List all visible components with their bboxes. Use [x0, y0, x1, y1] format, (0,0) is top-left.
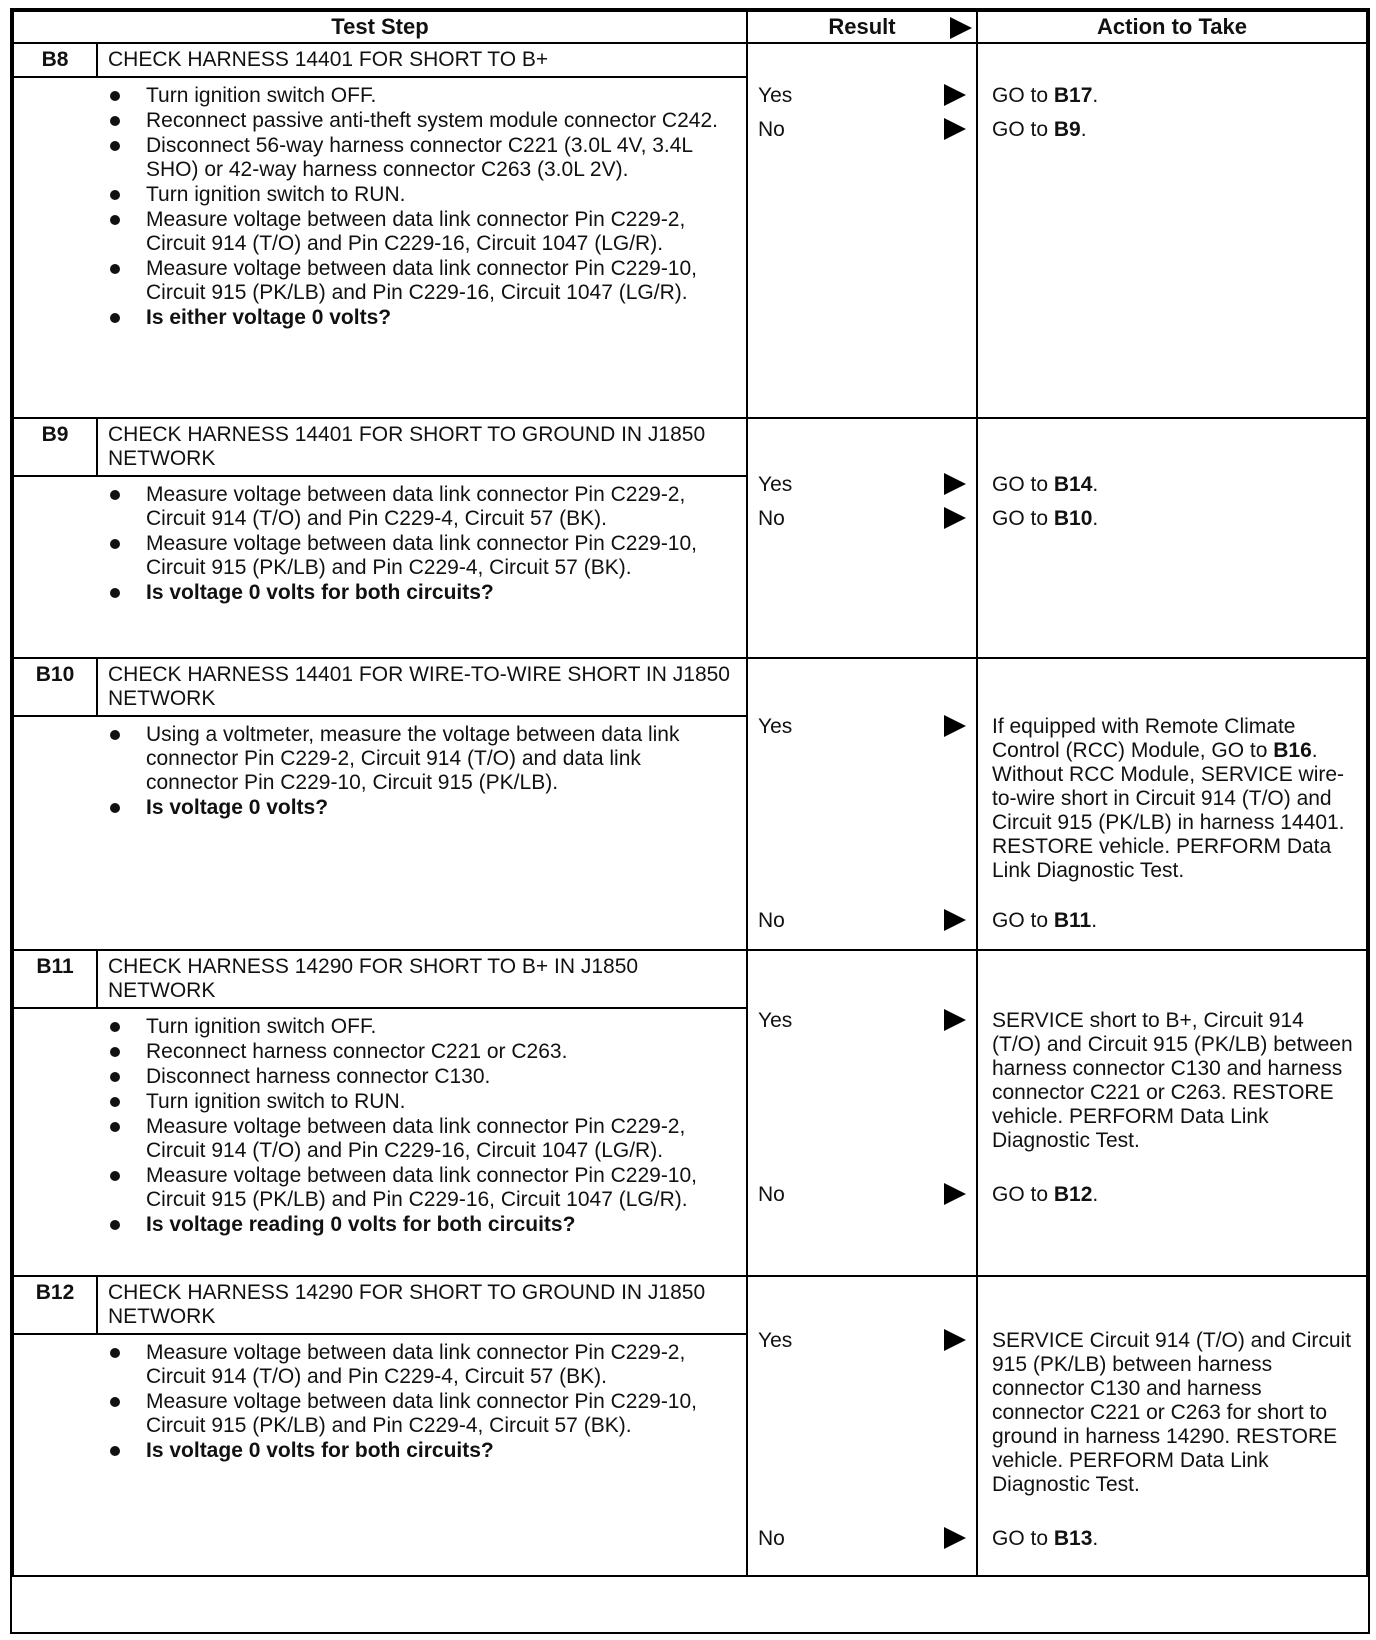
action-step-ref[interactable]: B9: [1053, 118, 1081, 141]
header-action: Action to Take: [977, 11, 1367, 43]
result-yes: [758, 84, 792, 108]
action-text: [992, 473, 1358, 497]
result-cell: [747, 658, 977, 950]
arrow-right-icon: [944, 118, 966, 140]
step-cell: [13, 1276, 747, 1576]
action-prefix: GO to: [992, 118, 1054, 141]
step-title: CHECK HARNESS 14401 FOR SHORT TO GROUND IN J1850 NETWORK: [108, 423, 706, 470]
table-header-row: [13, 11, 1367, 43]
action-cell: [977, 1276, 1367, 1576]
step-cell: [13, 43, 747, 418]
step-bullet: Measure voltage between data link connector Pin C229-10, Circuit 915 (PK/LB) and Pin C229-4, Circuit 57 (BK).: [104, 532, 736, 580]
result-label: No: [758, 1183, 785, 1206]
step-id: B11: [14, 951, 98, 1007]
action-prefix: GO to: [992, 1183, 1054, 1206]
action-suffix: .: [1092, 507, 1099, 530]
step-title: CHECK HARNESS 14290 FOR SHORT TO GROUND IN J1850 NETWORK: [108, 1281, 706, 1328]
arrow-right-icon: [944, 1329, 966, 1351]
result-label: Yes: [758, 84, 793, 107]
result-yes: [758, 715, 792, 739]
table-row: [13, 658, 1367, 950]
result-cell: [747, 1276, 977, 1576]
action-suffix: .: [1092, 84, 1099, 107]
action-text: [992, 507, 1358, 531]
step-question: Is voltage 0 volts for both circuits?: [104, 581, 736, 605]
step-id: B8: [14, 44, 98, 76]
step-bullet: Measure voltage between data link connector Pin C229-10, Circuit 915 (PK/LB) and Pin C229-16, Circuit 1047 (LG/R).: [104, 257, 736, 305]
arrow-right-icon: [944, 1183, 966, 1205]
action-text: [992, 1183, 1358, 1207]
action-prefix: SERVICE Circuit 914 (T/O) and Circuit 915 (PK/LB) between harness connector C130 and harness connector C221 or C263 for short to ground in harness 14290. RESTORE vehicle. PERFORM Data Link Diagnostic Test.: [992, 1329, 1352, 1496]
step-id: B9: [14, 419, 98, 475]
action-prefix: GO to: [992, 473, 1054, 496]
result-no: [758, 909, 785, 933]
step-bullet: Turn ignition switch OFF.: [104, 1015, 736, 1039]
step-bullets: [104, 723, 736, 820]
step-body: [14, 78, 746, 335]
result-no: [758, 1183, 785, 1207]
action-prefix: GO to: [992, 507, 1054, 530]
step-question: Is voltage 0 volts for both circuits?: [104, 1439, 736, 1463]
result-yes: [758, 1009, 792, 1033]
result-yes: [758, 1329, 792, 1353]
arrow-right-icon: [944, 909, 966, 931]
step-bullet: Measure voltage between data link connector Pin C229-10, Circuit 915 (PK/LB) and Pin C229-4, Circuit 57 (BK).: [104, 1390, 736, 1438]
action-step-ref[interactable]: B14: [1053, 473, 1093, 496]
step-header: [14, 1277, 746, 1335]
table-row: [13, 418, 1367, 658]
step-body: [14, 477, 746, 610]
action-text: [992, 715, 1358, 883]
result-no: [758, 507, 785, 531]
action-step-ref[interactable]: B11: [1053, 909, 1092, 932]
result-label: Yes: [758, 473, 793, 496]
step-bullet: Reconnect harness connector C221 or C263.: [104, 1040, 736, 1064]
step-id: B10: [14, 659, 98, 715]
action-step-ref[interactable]: B10: [1053, 507, 1093, 530]
arrow-right-icon: [944, 507, 966, 529]
result-cell: [747, 43, 977, 418]
result-cell: [747, 418, 977, 658]
step-title: CHECK HARNESS 14401 FOR WIRE-TO-WIRE SHORT IN J1850 NETWORK: [108, 663, 730, 710]
action-text: [992, 1009, 1358, 1153]
action-suffix: .: [1080, 118, 1087, 141]
action-prefix: If equipped with Remote Climate Control (RCC) Module, GO to: [992, 715, 1296, 762]
test-step-table: [12, 10, 1368, 1577]
action-text: [992, 118, 1358, 142]
table-row: [13, 43, 1367, 418]
step-id: B12: [14, 1277, 98, 1333]
action-cell: [977, 950, 1367, 1276]
action-suffix: .: [1092, 473, 1099, 496]
table-row: [13, 1276, 1367, 1576]
action-step-ref[interactable]: B13: [1053, 1527, 1093, 1550]
step-bullet: Measure voltage between data link connector Pin C229-2, Circuit 914 (T/O) and Pin C229-16, Circuit 1047 (LG/R).: [104, 208, 736, 256]
step-bullets: [104, 1015, 736, 1237]
action-suffix: . Without RCC Module, SERVICE wire-to-wire short in Circuit 914 (T/O) and Circuit 915 (PK/LB) in harness 14401. RESTORE vehicle. PERFORM Data Link Diagnostic Test.: [992, 739, 1345, 882]
step-bullet: Using a voltmeter, measure the voltage between data link connector Pin C229-2, Circuit 914 (T/O) and data link connector Pin C229-10, Circuit 915 (PK/LB).: [104, 723, 736, 795]
action-suffix: .: [1092, 1183, 1099, 1206]
step-header: [14, 659, 746, 717]
action-prefix: GO to: [992, 909, 1054, 932]
step-bullet: Measure voltage between data link connector Pin C229-2, Circuit 914 (T/O) and Pin C229-16, Circuit 1047 (LG/R).: [104, 1115, 736, 1163]
step-question: Is either voltage 0 volts?: [104, 306, 736, 330]
step-bullet: Disconnect 56-way harness connector C221 (3.0L 4V, 3.4L SHO) or 42-way harness connector C263 (3.0L 2V).: [104, 134, 736, 182]
header-test-step: Test Step: [13, 11, 747, 43]
step-bullet: Reconnect passive anti-theft system module connector C242.: [104, 109, 736, 133]
header-result-label: Result: [828, 14, 896, 39]
result-yes: [758, 473, 792, 497]
action-text: [992, 1329, 1358, 1497]
step-title: CHECK HARNESS 14290 FOR SHORT TO B+ IN J1850 NETWORK: [108, 955, 639, 1002]
action-prefix: GO to: [992, 1527, 1054, 1550]
arrow-right-icon: [944, 715, 966, 737]
action-cell: [977, 418, 1367, 658]
step-body: [14, 1335, 746, 1468]
table-row: [13, 950, 1367, 1276]
step-bullet: Turn ignition switch to RUN.: [104, 183, 736, 207]
step-header: [14, 44, 746, 78]
step-bullet: Turn ignition switch OFF.: [104, 84, 736, 108]
step-bullets: [104, 483, 736, 605]
diagnostic-table-page: [10, 8, 1370, 1634]
action-text: [992, 1527, 1358, 1551]
step-bullets: [104, 84, 736, 330]
action-step-ref[interactable]: B16: [1273, 739, 1312, 762]
result-label: Yes: [758, 1329, 793, 1352]
result-label: Yes: [758, 715, 793, 738]
result-label: No: [758, 507, 785, 530]
step-header: [14, 419, 746, 477]
header-result: [747, 11, 977, 43]
step-bullet: Measure voltage between data link connector Pin C229-2, Circuit 914 (T/O) and Pin C229-4, Circuit 57 (BK).: [104, 483, 736, 531]
table-body: [13, 43, 1367, 1576]
result-cell: [747, 950, 977, 1276]
action-suffix: .: [1091, 909, 1098, 932]
step-cell: [13, 950, 747, 1276]
step-cell: [13, 658, 747, 950]
step-bullet: Measure voltage between data link connector Pin C229-10, Circuit 915 (PK/LB) and Pin C229-16, Circuit 1047 (LG/R).: [104, 1164, 736, 1212]
action-prefix: SERVICE short to B+, Circuit 914 (T/O) and Circuit 915 (PK/LB) between harness connector C130 and harness connector C221 or C263. RESTORE vehicle. PERFORM Data Link Diagnostic Test.: [992, 1009, 1353, 1152]
result-no: [758, 1527, 785, 1551]
step-body: [14, 717, 746, 825]
arrow-right-icon: [944, 473, 966, 495]
step-bullet: Measure voltage between data link connector Pin C229-2, Circuit 914 (T/O) and Pin C229-4, Circuit 57 (BK).: [104, 1341, 736, 1389]
result-no: [758, 118, 785, 142]
action-text: [992, 84, 1358, 108]
step-header: [14, 951, 746, 1009]
arrow-right-icon: [944, 1527, 966, 1549]
action-step-ref[interactable]: B17: [1053, 84, 1093, 107]
result-label: No: [758, 1527, 785, 1550]
result-label: Yes: [758, 1009, 793, 1032]
arrow-right-icon: [944, 1009, 966, 1031]
step-question: Is voltage 0 volts?: [104, 796, 736, 820]
step-bullets: [104, 1341, 736, 1463]
arrow-right-icon: [950, 17, 972, 39]
action-step-ref[interactable]: B12: [1053, 1183, 1093, 1206]
step-question: Is voltage reading 0 volts for both circuits?: [104, 1213, 736, 1237]
action-prefix: GO to: [992, 84, 1054, 107]
action-text: [992, 909, 1358, 933]
arrow-right-icon: [944, 84, 966, 106]
step-body: [14, 1009, 746, 1242]
result-label: No: [758, 118, 785, 141]
result-label: No: [758, 909, 785, 932]
action-suffix: .: [1092, 1527, 1099, 1550]
step-title: CHECK HARNESS 14401 FOR SHORT TO B+: [108, 48, 549, 71]
step-cell: [13, 418, 747, 658]
action-cell: [977, 43, 1367, 418]
step-bullet: Disconnect harness connector C130.: [104, 1065, 736, 1089]
action-cell: [977, 658, 1367, 950]
step-bullet: Turn ignition switch to RUN.: [104, 1090, 736, 1114]
